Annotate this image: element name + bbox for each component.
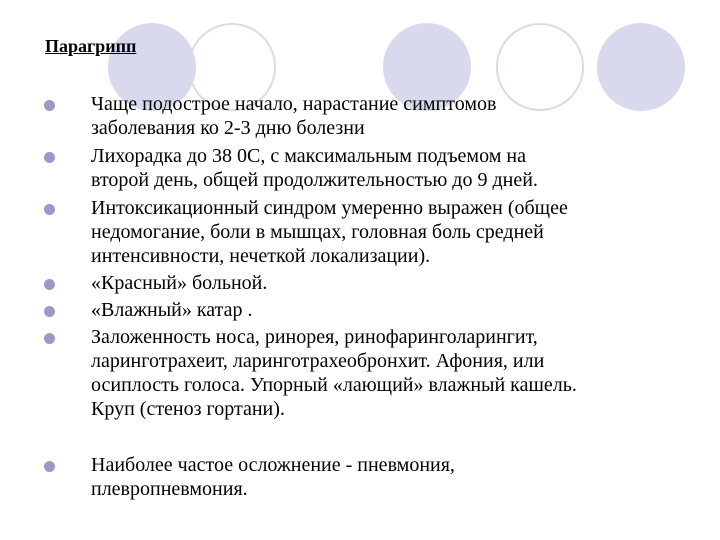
bullet-dot-icon bbox=[44, 204, 55, 215]
bullet-text: Заложенность носа, ринорея, ринофаринголарингит, ларинготрахеит, ларинготрахеобронхит. Афония, или осиплость голоса. Упорный «лающий» влажный кашель. Круп (стеноз гортани). bbox=[91, 326, 577, 420]
bullet-text: «Красный» больной. bbox=[91, 272, 268, 294]
bullet-dot-icon bbox=[44, 306, 55, 317]
slide-title: Парагрипп bbox=[45, 36, 137, 56]
bullet-text: Наиболее частое осложнение - пневмония, плевропневмония. bbox=[91, 454, 455, 500]
bullet-dot-icon bbox=[44, 333, 55, 344]
bullet-dot-icon bbox=[44, 152, 55, 163]
bullet-text: Чаще подострое начало, нарастание симптомов заболевания ко 2-3 дню болезни bbox=[91, 93, 497, 139]
bullet-dot-icon bbox=[44, 100, 55, 111]
bullet-text: Лихорадка до 38 0С, с максимальным подъемом на второй день, общей продолжительностью до 9 дней. bbox=[91, 145, 538, 191]
bullet-text: Интоксикационный синдром умеренно выражен (общее недомогание, боли в мышцах, головная боль средней интенсивности, нечеткой локализации). bbox=[91, 197, 568, 267]
bullet-text: «Влажный» катар . bbox=[91, 299, 253, 321]
bullet-dot-icon bbox=[44, 461, 55, 472]
bullet-dot-icon bbox=[44, 279, 55, 290]
